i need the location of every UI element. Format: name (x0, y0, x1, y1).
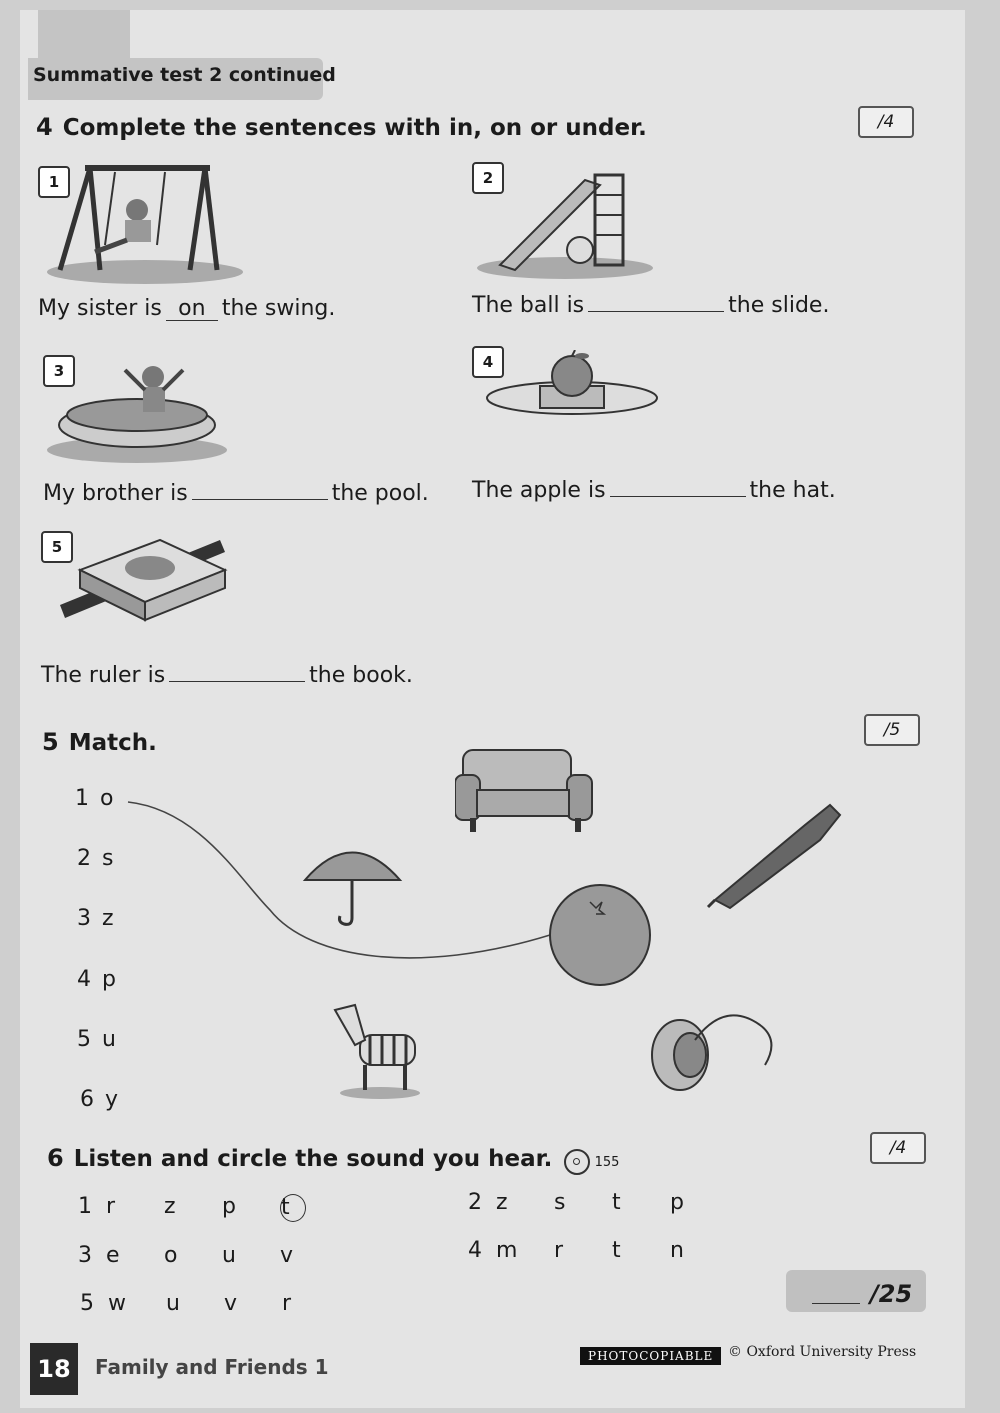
photocopiable-label: PHOTOCOPIABLE (580, 1347, 721, 1365)
sound-option[interactable]: s (554, 1190, 566, 1215)
pen-picture[interactable] (705, 800, 850, 910)
total-score: /25 (870, 1280, 913, 1308)
zebra-picture[interactable] (320, 995, 430, 1100)
sound-option[interactable]: u (166, 1291, 180, 1316)
sound-row-4 (468, 1238, 728, 1263)
sound-row-5-number: 5 (80, 1291, 94, 1316)
section6-score: /4 (870, 1132, 926, 1164)
page-number: 18 (30, 1343, 78, 1395)
section4-title: Complete the sentences with in, on or under. (62, 115, 647, 141)
item-number-1: 1 (38, 166, 70, 198)
item-number-5: 5 (41, 531, 73, 563)
match-item-4-number: 4 (77, 967, 93, 992)
sound-option-circled[interactable]: t (280, 1194, 306, 1222)
sound-option[interactable]: p (670, 1190, 684, 1215)
sound-option[interactable]: t (612, 1238, 621, 1263)
sound-option[interactable]: n (670, 1238, 684, 1263)
match-item-5-number: 5 (77, 1027, 93, 1052)
section5-number: 5 (42, 728, 59, 756)
cd-icon (564, 1149, 590, 1175)
track-number: 155 (594, 1155, 620, 1170)
item-number-4: 4 (472, 346, 504, 378)
match-item-5-letter: u (102, 1027, 118, 1052)
sound-option[interactable]: v (224, 1291, 238, 1316)
section6-title: Listen and circle the sound you hear. (73, 1146, 553, 1172)
sound-row-2-number: 2 (468, 1190, 482, 1215)
umbrella-picture[interactable] (300, 830, 405, 930)
sound-option[interactable]: m (496, 1238, 518, 1263)
answer-blank-1[interactable]: on (166, 298, 218, 321)
match-item-2-number: 2 (77, 846, 93, 871)
match-item-2-letter: s (102, 846, 116, 871)
section5-title: Match. (68, 730, 157, 756)
orange-picture[interactable] (545, 880, 655, 990)
match-item-3-number: 3 (77, 906, 93, 931)
section5-score: /5 (864, 714, 920, 746)
sentence-5-end: the book. (309, 663, 413, 688)
match-item-1-number: 1 (75, 786, 91, 811)
publisher-credit: © Oxford University Press (728, 1344, 917, 1360)
book-brand: Family and Friends 1 (95, 1355, 329, 1379)
sound-option[interactable]: e (106, 1243, 120, 1268)
sound-row-1-number: 1 (78, 1194, 92, 1219)
sofa-picture[interactable] (455, 745, 600, 840)
sentence-4-end: the hat. (749, 478, 836, 503)
sentence-4-start: The apple is (472, 478, 606, 503)
sentence-3-start: My brother is (43, 481, 188, 506)
total-score-blank[interactable] (812, 1303, 860, 1304)
sound-option[interactable]: t (612, 1190, 621, 1215)
section6-heading (47, 1144, 619, 1175)
item-number-2: 2 (472, 162, 504, 194)
match-item-6-letter: y (105, 1087, 121, 1112)
sound-row-3-number: 3 (78, 1243, 92, 1268)
section4-score: /4 (858, 106, 914, 138)
sound-row-2 (468, 1190, 728, 1215)
sound-option[interactable]: u (222, 1243, 236, 1268)
sound-option[interactable]: p (222, 1194, 236, 1219)
sentence-5-start: The ruler is (41, 663, 166, 688)
match-item-1-letter: o (100, 786, 116, 811)
header-title: Summative test 2 continued (33, 64, 336, 86)
match-item-3-letter: z (102, 906, 116, 931)
item-number-3: 3 (43, 355, 75, 387)
sound-row-4-number: 4 (468, 1238, 482, 1263)
sound-row-1 (78, 1194, 306, 1222)
sentence-1-start: My sister is (38, 296, 162, 321)
sound-option[interactable]: r (106, 1194, 116, 1219)
sound-row-3 (78, 1243, 338, 1268)
match-item-6-number: 6 (80, 1087, 96, 1112)
sound-option[interactable]: w (108, 1291, 126, 1316)
sentence-3-end: the pool. (331, 481, 429, 506)
sentence-2-end: the slide. (728, 293, 830, 318)
sound-option[interactable]: o (164, 1243, 178, 1268)
sound-option[interactable]: v (280, 1243, 294, 1268)
yoyo-picture[interactable] (645, 1000, 785, 1100)
sound-row-5 (80, 1291, 340, 1316)
sound-option[interactable]: z (164, 1194, 176, 1219)
sentence-1-end: the swing. (221, 296, 336, 321)
sound-option[interactable]: r (282, 1291, 292, 1316)
section4-number: 4 (36, 113, 53, 141)
sound-option[interactable]: r (554, 1238, 564, 1263)
sentence-2-start: The ball is (472, 293, 585, 318)
match-item-4-letter: p (102, 967, 118, 992)
section6-number: 6 (47, 1144, 64, 1172)
sound-option[interactable]: z (496, 1190, 508, 1215)
